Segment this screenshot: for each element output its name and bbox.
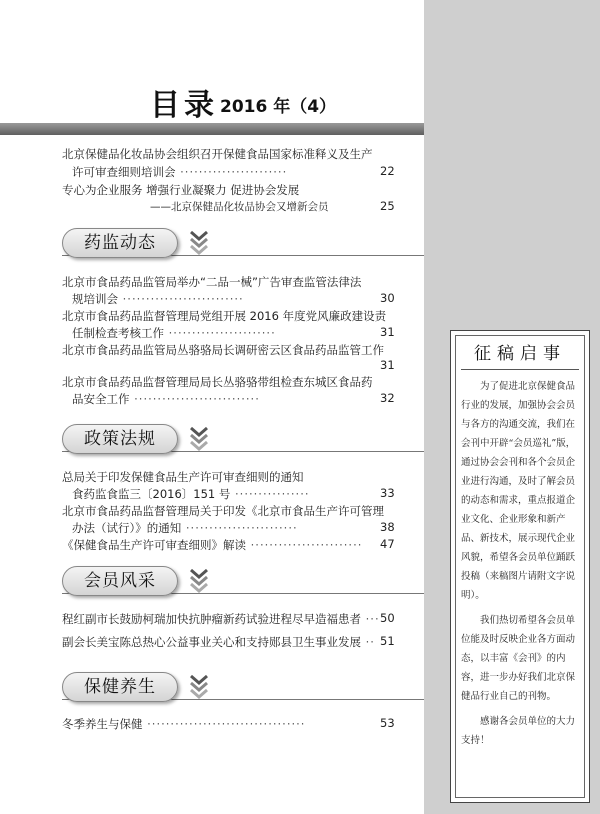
toc-entry-line2: 任制检查考核工作 ······················· bbox=[72, 326, 276, 340]
toc-page-number: 38 bbox=[380, 520, 395, 534]
toc-page-number: 31 bbox=[380, 325, 395, 339]
toc-entry-line2: ——北京保健品化妆品协会又增新会员 bbox=[150, 201, 329, 213]
chevron-down-icon bbox=[188, 566, 210, 596]
notice-body bbox=[461, 377, 577, 756]
section-heading-policy: 政策法规 bbox=[62, 424, 178, 454]
toc-page-number: 33 bbox=[380, 486, 395, 500]
notice-paragraph: 我们热切希望各会员单位能及时反映企业各方面动态，以丰富《会刊》的内容，进一步办好我们北京保健品行业自己的刊物。 bbox=[461, 615, 576, 702]
toc-entry-line1: 专心为企业服务 增强行业凝聚力 促进协会发展 bbox=[62, 183, 300, 197]
toc-page-number: 53 bbox=[380, 716, 395, 730]
chevron-down-icon bbox=[188, 228, 210, 258]
notice-paragraph: 为了促进北京保健食品行业的发展，加强协会会员与各方的沟通交流，我们在会刊中开辟“会员巡礼”版，通过协会会刊和各个会员企业进行沟通，及时了解会员的动态和需求，重点报道企业文化、企业形象和新产品、新技术，展示现代企业风貌，希望各会员单位踊跃投稿（来稿图片请附文字说明）。 bbox=[461, 381, 576, 601]
toc-entry[interactable]: 北京市食品药品监督管理局关于印发《北京市食品生产许可管理 bbox=[62, 504, 384, 518]
section-heading-drug-news: 药监动态 bbox=[62, 228, 178, 258]
toc-entry[interactable] bbox=[62, 146, 373, 162]
toc-entry[interactable]: 北京市食品药品监管局举办“二品一械”广告审查监管法律法 bbox=[62, 275, 362, 289]
toc-entry-line2: 品安全工作 ··························· bbox=[72, 392, 260, 406]
toc-entry-line1: 北京保健品化妆品协会组织召开保健食品国家标准释义及生产 bbox=[62, 147, 373, 161]
toc-entry[interactable]: 冬季养生与保健 ·································· bbox=[62, 717, 306, 731]
chevron-down-icon bbox=[188, 672, 210, 702]
toc-page-number: 47 bbox=[380, 537, 395, 551]
notice-divider bbox=[461, 369, 579, 370]
toc-page-number: 25 bbox=[380, 199, 395, 213]
toc-entry[interactable] bbox=[62, 182, 299, 198]
toc-page-number: 22 bbox=[380, 164, 395, 178]
toc-entry-line2: 办法（试行）》的通知 ························ bbox=[72, 521, 298, 535]
call-for-papers-box bbox=[450, 330, 590, 803]
toc-page-number: 51 bbox=[380, 634, 395, 648]
notice-paragraph: 感谢各会员单位的大力支持！ bbox=[461, 716, 576, 746]
toc-entry[interactable]: 北京市食品药品监督管理局局长丛骆骆带组检查东城区食品药 bbox=[62, 375, 373, 389]
toc-entry-line2: 许可审查细则培训会 ······················· bbox=[72, 165, 288, 179]
chevron-down-icon bbox=[188, 424, 210, 454]
toc-entry-line2: 规培训会 ·························· bbox=[72, 292, 244, 306]
toc-entry-line2: 食药监食监三〔2016〕151 号 ················ bbox=[72, 487, 310, 501]
notice-title: 征稿启事 bbox=[474, 344, 566, 364]
issue-year: 2016 年（4） bbox=[220, 97, 337, 117]
section-heading-members: 会员风采 bbox=[62, 566, 178, 596]
toc-page-number: 31 bbox=[380, 358, 395, 372]
toc-entry[interactable]: 程红副市长鼓励柯瑞加快抗肿瘤新药试验进程尽早造福患者 ··· bbox=[62, 612, 380, 626]
toc-entry[interactable]: 北京市食品药品监管局丛骆骆局长调研密云区食品药品监管工作 bbox=[62, 343, 384, 357]
toc-entry[interactable]: 副会长美宝陈总热心公益事业关心和支持郧县卫生事业发展 ·· bbox=[62, 635, 375, 649]
toc-entry[interactable]: 北京市食品药品监督管理局党组开展 2016 年度党风廉政建设责 bbox=[62, 309, 387, 323]
section-heading-health: 保健养生 bbox=[62, 672, 178, 702]
header-bar bbox=[0, 123, 424, 135]
toc-entry[interactable]: 《保健食品生产许可审查细则》解读 ························ bbox=[62, 538, 363, 552]
toc-page-number: 50 bbox=[380, 611, 395, 625]
toc-page-number: 30 bbox=[380, 291, 395, 305]
page-title: 目录 bbox=[150, 88, 218, 123]
toc-page-number: 32 bbox=[380, 391, 395, 405]
toc-entry[interactable]: 总局关于印发保健食品生产许可审查细则的通知 bbox=[62, 470, 304, 484]
